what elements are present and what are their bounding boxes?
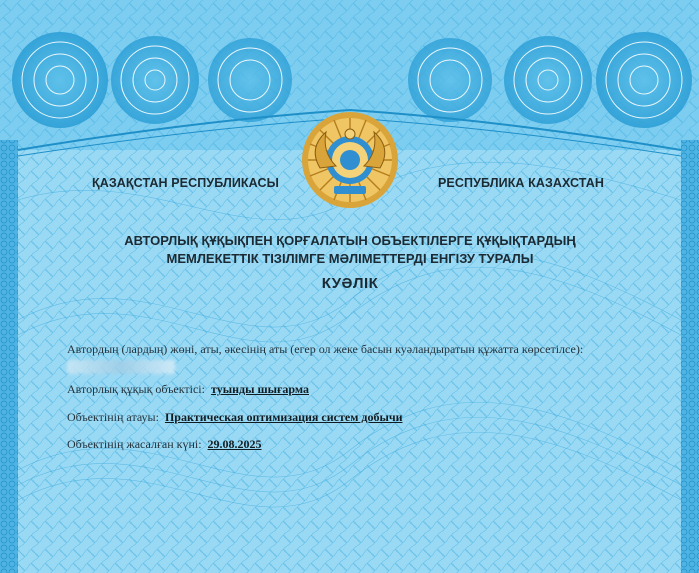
object-name-row xyxy=(67,410,403,425)
object-type-value: туынды шығарма xyxy=(210,382,309,396)
created-date-row xyxy=(67,437,262,452)
header-right-country-ru: РЕСПУБЛИКА КАЗАХСТАН xyxy=(438,176,605,190)
object-name-label: Объектінің атауы: xyxy=(67,410,159,424)
author-name-redacted xyxy=(67,360,175,374)
object-type-row xyxy=(67,382,309,397)
object-type-label: Авторлық құқық объектісі: xyxy=(67,382,205,396)
state-emblem-icon xyxy=(298,108,402,212)
object-name-value: Практическая оптимизация систем добычи xyxy=(164,410,403,424)
certificate-title: КУӘЛІК xyxy=(321,275,379,292)
created-date-label: Объектінің жасалған күні: xyxy=(67,437,202,451)
author-label: Автордың (лардың) жөні, аты, әкесінің аты (егер ол жеке басын куәландыратын құжатта көрсетілсе): xyxy=(67,342,584,356)
header-left-country-kz: ҚАЗАҚСТАН РЕСПУБЛИКАСЫ xyxy=(92,176,279,190)
title-line-1: АВТОРЛЫҚ ҚҰҚЫҚПЕН ҚОРҒАЛАТЫН ОБЪЕКТІЛЕРГЕ ҚҰҚЫҚТАРДЫҢ xyxy=(124,233,576,248)
title-line-2: МЕМЛЕКЕТТІК ТІЗІЛІМГЕ МӘЛІМЕТТЕРДІ ЕНГІЗУ ТУРАЛЫ xyxy=(166,251,534,266)
created-date-value: 29.08.2025 xyxy=(207,437,262,451)
